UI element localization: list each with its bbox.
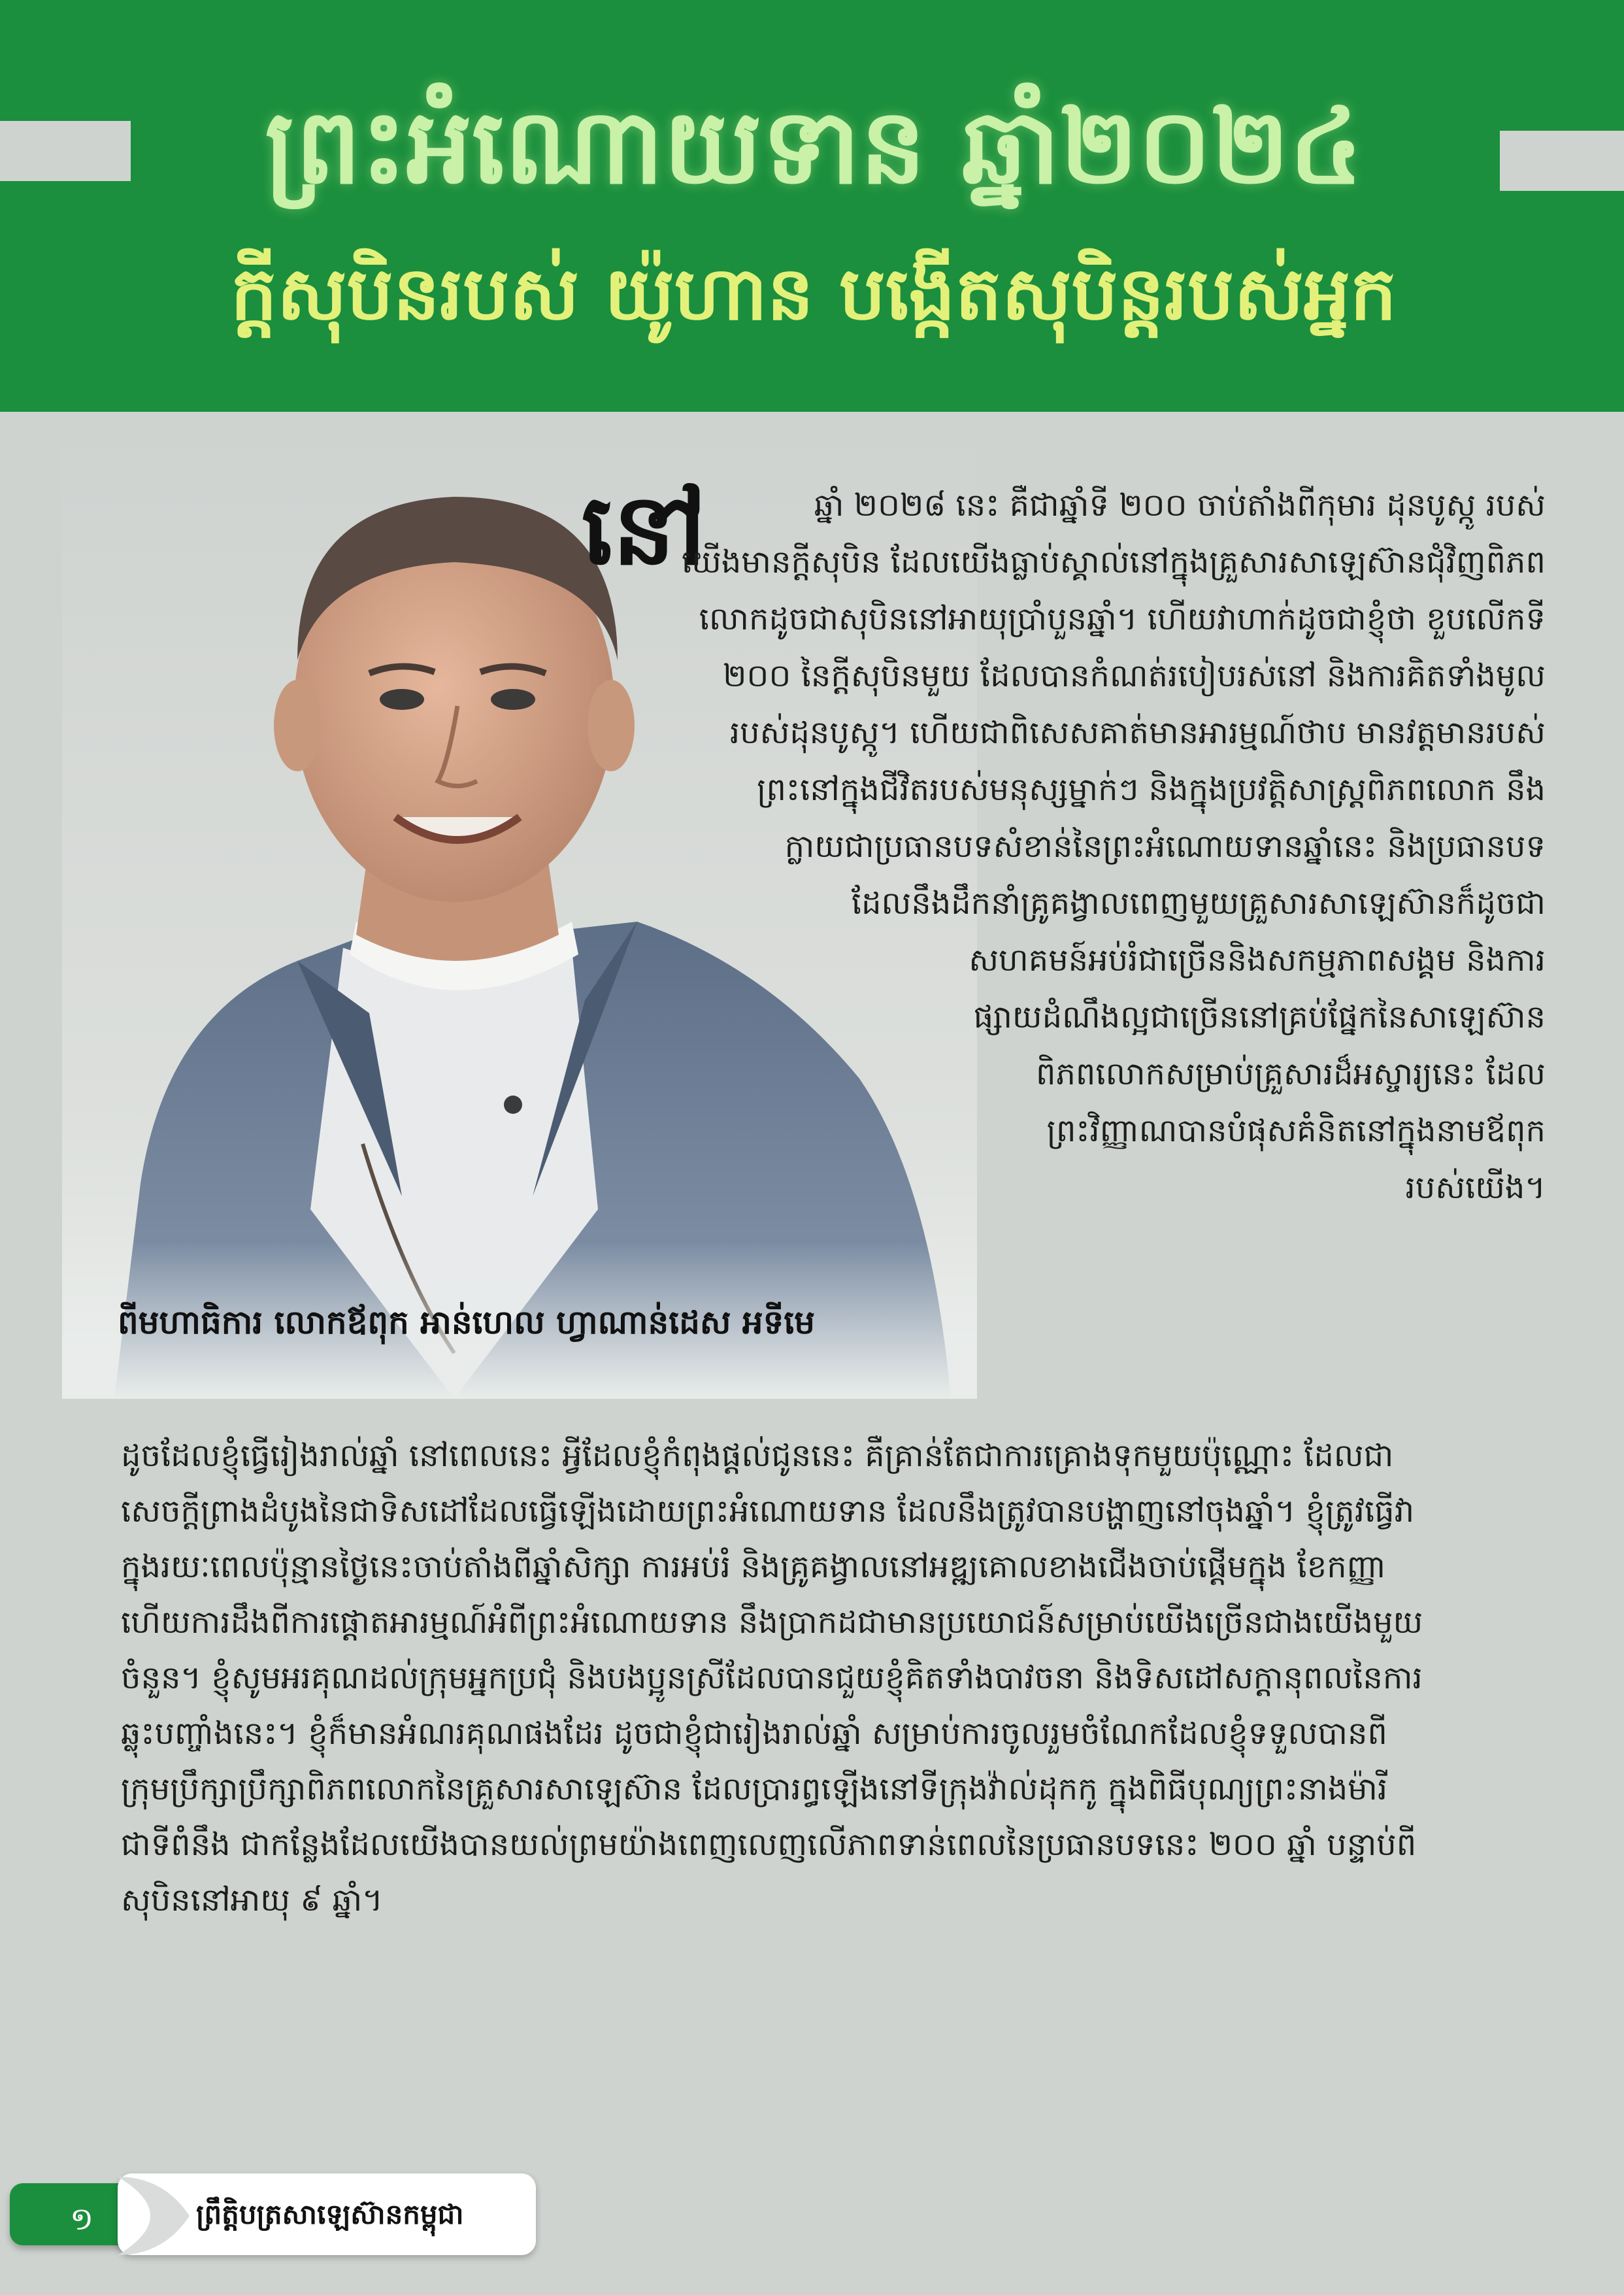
body-paragraph: [121, 1428, 1519, 1928]
intro-line: ព្រះវិញ្ញាណបានបំផុសគំនិតនៅក្នុងនាមឪពុក: [1046, 1113, 1546, 1149]
body-line: ជាទីពំនឹង ជាកន្លែងដែលយើងបានយល់ព្រមយ៉ាងពេញលេញលើភាពទាន់ពេលនៃប្រធានបទនេះ ២០០ ឆ្នាំ បន្ទាប់ពី: [121, 1826, 1417, 1863]
header-accent-bar-right: [1500, 131, 1624, 191]
body-line: ចំនួន។ ខ្ញុំសូមអរគុណដល់ក្រុមអ្នកប្រជុំ និងបងប្អូនស្រីដែលបានជួយខ្ញុំគិតទាំងបាវចនា និងទិសដៅសក្តានុពលនៃការ: [121, 1660, 1423, 1696]
intro-line: ផ្សាយដំណឹងល្អជាច្រើននៅគ្រប់ផ្នែកនៃសាឡេស៊ាន: [973, 999, 1546, 1035]
intro-line: ២០០ នៃក្តីសុបិនមួយ ដែលបានកំណត់របៀបរស់នៅ និងការគិតទាំងមូល: [723, 658, 1546, 694]
body-line: ដូចដែលខ្ញុំធ្វើរៀងរាល់ឆ្នាំ នៅពេលនេះ អ្វីដែលខ្ញុំកំពុងផ្តល់ជូននេះ គឺគ្រាន់តែជាការគ្រោងទុកមួយប៉ុណ្ណោះ ដែលជា: [121, 1437, 1394, 1474]
intro-line: ព្រះនៅក្នុងជីវិតរបស់មនុស្សម្នាក់ៗ និងក្នុងប្រវត្តិសាស្ត្រពិភពលោក នឹង: [757, 771, 1546, 808]
portrait-caption: ពីមហាធិការ លោកឪពុក អាន់ហេល ហ្វាណាន់ដេស អទីមេ: [118, 1303, 815, 1341]
publication-name: ព្រឹត្តិបត្រសាឡេស៊ានកម្ពុជា: [196, 2198, 464, 2230]
intro-line: របស់យើង។: [1405, 1169, 1546, 1206]
page-subtitle: ក្តីសុបិនរបស់ យ៉ូហាន បង្កើតសុបិន្តរបស់អ្នក: [230, 252, 1397, 337]
body-line: ក្រុមប្រឹក្សាប្រឹក្សាពិភពលោកនៃគ្រួសារសាឡេស៊ាន ដែលប្រារព្ធឡើងនៅទីក្រុងវ៉ាល់ដុកកូ ក្នុងពិធីបុណ្យព្រះនាងម៉ារី: [121, 1771, 1388, 1807]
intro-line: របស់ដុនបូស្កូ។ ហើយជាពិសេសគាត់មានអារម្មណ៍ថាប មានវត្តមានរបស់: [729, 714, 1546, 751]
body-line: ឆ្លុះបញ្ចាំងនេះ។ ខ្ញុំក៏មានអំណរគុណផងដែរ ដូចជាខ្ញុំជារៀងរាល់ឆ្នាំ សម្រាប់ការចូលរួមចំណែកដែលខ្ញុំទទួលបានពី: [121, 1715, 1387, 1752]
intro-line: សហគមន៍អប់រំជាច្រើននិងសកម្មភាពសង្គម និងការ: [969, 942, 1546, 979]
header-accent-bar-left: [0, 121, 131, 181]
intro-line: ពិភពលោកសម្រាប់គ្រួសារដ៏អស្ចារ្យនេះ ដែល: [1035, 1056, 1546, 1092]
intro-paragraph: [598, 477, 1546, 1216]
intro-line: លោកដូចជាសុបិននៅអាយុប្រាំបួនឆ្នាំ។ ហើយវាហាក់ដូចជាខ្ញុំថា ខួបលើកទី: [699, 601, 1546, 637]
drop-cap: នៅ: [582, 472, 706, 587]
intro-line: ឆ្នាំ ២០២៨ នេះ គឺជាឆ្នាំទី ២០០ ចាប់តាំងពីកុមារ ដុនបូស្កូ របស់: [814, 487, 1546, 524]
body-line: ក្នុងរយៈពេលប៉ុន្មានថ្ងៃនេះចាប់តាំងពីឆ្នាំសិក្សា ការអប់រំ និងគ្រូគង្វាលនៅអឌ្ឍគោលខាងជើងចាប់ផ្តើមក្នុង ខែកញ្ញា: [121, 1549, 1386, 1585]
intro-line: ក្លាយជាប្រធានបទសំខាន់នៃព្រះអំណោយទានឆ្នាំនេះ និងប្រធានបទ: [784, 828, 1546, 865]
intro-line: ដែលនឹងដឹកនាំគ្រូគង្វាលពេញមួយគ្រួសារសាឡេស៊ានក៏ដូចជា: [851, 885, 1546, 922]
body-line: សុបិននៅអាយុ ៩ ឆ្នាំ។: [121, 1882, 383, 1918]
body-line: សេចក្តីព្រាងដំបូងនៃជាទិសដៅដែលធ្វើឡើងដោយព្រះអំណោយទាន ដែលនឹងត្រូវបានបង្ហាញនៅចុងឆ្នាំ។ ខ្ញុំត្រូវធ្វើវា: [121, 1493, 1415, 1530]
body-line: ហើយការដឹងពីការផ្តោតអារម្មណ៍អំពីព្រះអំណោយទាន នឹងប្រាកដជាមានប្រយោជន៍សម្រាប់យើងច្រើនជាងយើងមួយ: [121, 1604, 1423, 1641]
page-title: ព្រះអំណោយទាន ឆ្នាំ២០២៤: [265, 87, 1363, 207]
intro-line: យើងមានក្តីសុបិន ដែលយើងធ្លាប់ស្គាល់នៅក្នុងគ្រួសារសាឡេស៊ានជុំវិញពិភព: [681, 544, 1546, 580]
page-number: ១: [69, 2201, 94, 2237]
